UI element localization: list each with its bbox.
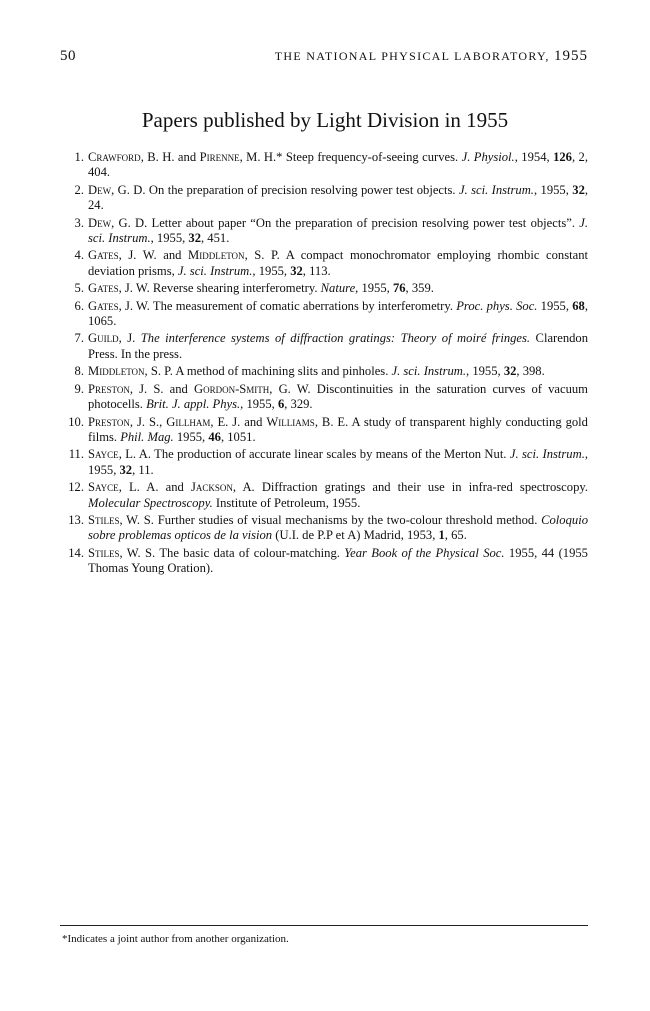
- reference-number: 5.: [74, 281, 84, 296]
- reference-fragment: , J. W. Reverse shearing interferometry.: [118, 281, 321, 296]
- reference-fragment: Year Book of the Physical Soc.: [344, 545, 505, 560]
- reference-fragment: 68: [572, 298, 585, 313]
- reference-fragment: , 11.: [132, 462, 154, 477]
- reference-fragment: , S. P. A method of machining slits and pinholes.: [144, 364, 392, 379]
- reference-item: [60, 299, 588, 330]
- running-head-year: 1955: [554, 48, 588, 64]
- reference-fragment: , J.: [118, 331, 141, 346]
- reference-item: [60, 216, 588, 247]
- reference-text: [88, 364, 545, 378]
- reference-fragment: Pirenne: [199, 150, 240, 164]
- reference-item: [60, 447, 588, 478]
- reference-number: 4.: [74, 248, 84, 263]
- reference-number: 11.: [68, 447, 84, 462]
- reference-fragment: Coloquio sobre problemas opticos de la vision: [88, 512, 588, 543]
- footnote: *Indicates a joint author from another organization.: [62, 933, 289, 945]
- reference-fragment: , 113.: [302, 263, 331, 278]
- reference-item: [60, 248, 588, 279]
- reference-fragment: , B. E. A study of transparent highly conducting gold films.: [88, 414, 588, 444]
- reference-item: [60, 183, 588, 214]
- reference-fragment: , 1955,: [150, 231, 189, 246]
- reference-fragment: Preston: [88, 414, 130, 429]
- reference-item: [60, 415, 588, 446]
- reference-fragment: , S. P. A compact monochromator employing rhombic constant deviation prisms,: [88, 248, 588, 278]
- reference-fragment: , 1955,: [252, 263, 291, 278]
- reference-fragment: Phil. Mag.: [120, 429, 174, 444]
- reference-item: [60, 281, 588, 296]
- reference-fragment: , L. A. and: [118, 480, 191, 495]
- reference-fragment: Jackson: [190, 480, 233, 495]
- reference-text: [88, 546, 588, 575]
- reference-fragment: Institute of Petroleum, 1955.: [212, 495, 361, 510]
- reference-fragment: 76: [392, 281, 406, 296]
- reference-fragment: Stiles: [88, 512, 120, 527]
- reference-fragment: J. sci. Instrum.: [177, 263, 253, 278]
- reference-fragment: 1955,: [537, 298, 573, 313]
- reference-fragment: 1: [438, 528, 445, 543]
- reference-text: [88, 447, 588, 476]
- reference-text: [88, 281, 434, 295]
- reference-text: [88, 248, 588, 277]
- reference-fragment: 126: [553, 150, 572, 164]
- reference-fragment: , G. W. Discontinuities in the saturation curves of vacuum photocells.: [88, 381, 588, 412]
- page-number: 50: [60, 48, 76, 64]
- reference-number: 1.: [74, 150, 84, 164]
- reference-fragment: J. sci. Instrum.: [391, 364, 467, 379]
- reference-fragment: (U.I. de P.P et A) Madrid, 1953,: [272, 528, 439, 543]
- reference-fragment: Nature,: [320, 281, 359, 296]
- reference-fragment: Stiles: [88, 545, 120, 560]
- reference-fragment: 1955,: [358, 281, 393, 296]
- reference-number: 3.: [74, 215, 84, 230]
- reference-fragment: Dew: [88, 215, 112, 230]
- reference-fragment: Sayce: [88, 447, 119, 462]
- running-head-text: THE NATIONAL PHYSICAL LABORATORY,: [274, 49, 550, 63]
- reference-fragment: Dew: [88, 182, 112, 197]
- reference-fragment: Crawford: [88, 150, 141, 164]
- reference-fragment: 32: [572, 182, 585, 197]
- reference-fragment: 32: [119, 462, 133, 477]
- reference-fragment: , 329.: [284, 397, 313, 412]
- reference-number: 7.: [74, 331, 84, 346]
- reference-fragment: , 359.: [405, 281, 434, 296]
- reference-fragment: 32: [188, 231, 201, 246]
- reference-fragment: J. sci. Instrum.: [509, 447, 585, 462]
- reference-item: [60, 546, 588, 577]
- reference-fragment: , 1955,: [88, 447, 588, 477]
- reference-fragment: , G. D. On the preparation of precision resolving power test objects.: [111, 182, 459, 197]
- reference-text: [88, 382, 588, 411]
- reference-item: [60, 382, 588, 413]
- reference-fragment: J. sci. Instrum.: [458, 182, 534, 197]
- reference-number: 9.: [74, 381, 84, 396]
- reference-fragment: , E. J. and: [210, 414, 267, 429]
- reference-fragment: , 1954,: [514, 150, 554, 164]
- reference-fragment: Gates: [88, 248, 119, 263]
- footnote-divider: [60, 925, 588, 926]
- reference-fragment: The interference systems of diffraction gratings: Theory of moiré fringes.: [140, 331, 531, 346]
- reference-fragment: 32: [290, 263, 303, 278]
- reference-text: [88, 415, 588, 444]
- reference-text: [88, 513, 588, 542]
- reference-number: 2.: [74, 182, 84, 197]
- reference-fragment: 1955,: [173, 429, 209, 444]
- reference-fragment: , B. H. and: [140, 150, 200, 164]
- reference-fragment: , 1955,: [240, 397, 278, 412]
- reference-fragment: , L. A. The production of accurate linear scales by means of the Merton Nut.: [118, 447, 510, 462]
- reference-fragment: Gates: [88, 281, 119, 296]
- reference-text: [88, 299, 588, 328]
- reference-fragment: 1955, 44 (1955 Thomas Young Oration).: [88, 545, 588, 576]
- reference-fragment: J. sci. Instrum.: [88, 215, 588, 246]
- reference-fragment: 6: [277, 397, 285, 412]
- reference-fragment: , W. S. The basic data of colour-matching.: [119, 545, 345, 560]
- page-title: Papers published by Light Division in 1955: [141, 108, 509, 132]
- reference-fragment: J. Physiol.: [461, 150, 515, 164]
- reference-item: [60, 364, 588, 379]
- reference-fragment: , A. Diffraction gratings and their use in infra-red spectroscopy.: [232, 480, 588, 495]
- reference-item: [60, 331, 588, 362]
- reference-fragment: , G. D. Letter about paper “On the preparation of precision resolving power test objects”.: [111, 215, 580, 230]
- reference-fragment: Gillham: [166, 414, 211, 429]
- reference-number: 6.: [74, 298, 84, 313]
- reference-fragment: Gates: [88, 298, 119, 313]
- reference-fragment: Guild: [88, 331, 119, 346]
- reference-fragment: , 65.: [444, 528, 467, 543]
- reference-number: 10.: [68, 414, 84, 429]
- running-head: [275, 48, 588, 65]
- reference-fragment: 32: [503, 364, 517, 379]
- reference-fragment: , J. W. and: [118, 248, 189, 263]
- reference-text: [88, 331, 588, 360]
- reference-number: 14.: [68, 545, 84, 560]
- reference-fragment: , J. S.,: [129, 414, 167, 429]
- reference-text: [88, 480, 588, 509]
- reference-fragment: , M. H.* Steep frequency-of-seeing curves.: [239, 150, 462, 164]
- reference-text: [88, 183, 588, 212]
- reference-item: [60, 513, 588, 544]
- reference-item: [60, 150, 588, 181]
- reference-fragment: Molecular Spectroscopy.: [88, 495, 213, 510]
- reference-item: [60, 480, 588, 511]
- reference-fragment: Sayce: [88, 480, 119, 495]
- reference-fragment: Brit. J. appl. Phys.: [146, 397, 241, 412]
- reference-fragment: , 2, 404.: [88, 150, 588, 180]
- reference-fragment: Preston: [88, 381, 130, 396]
- reference-fragment: , J. W. The measurement of comatic aberrations by interferometry.: [118, 298, 457, 313]
- reference-list: [60, 150, 588, 579]
- page-header: [60, 48, 588, 70]
- reference-fragment: Gordon-Smith: [193, 381, 270, 396]
- reference-text: [88, 216, 588, 245]
- reference-fragment: , 24.: [88, 182, 589, 213]
- reference-number: 12.: [68, 480, 84, 495]
- reference-fragment: , 1955,: [533, 182, 573, 197]
- reference-fragment: Williams: [266, 414, 315, 429]
- reference-fragment: Proc. phys. Soc.: [456, 298, 538, 313]
- reference-fragment: , W. S. Further studies of visual mechanisms by the two-colour threshold method.: [119, 512, 542, 527]
- reference-fragment: , 1065.: [88, 298, 588, 329]
- reference-fragment: , 1051.: [220, 429, 256, 444]
- reference-fragment: Middleton: [88, 364, 145, 379]
- reference-number: 8.: [74, 364, 84, 379]
- reference-fragment: 46: [208, 429, 221, 444]
- reference-text: [88, 150, 588, 179]
- reference-number: 13.: [68, 512, 84, 527]
- reference-fragment: , J. S. and: [129, 381, 194, 396]
- reference-fragment: Middleton: [188, 248, 245, 263]
- reference-fragment: , 398.: [516, 364, 545, 379]
- reference-fragment: Clarendon Press. In the press.: [88, 331, 589, 361]
- reference-fragment: , 451.: [201, 231, 230, 246]
- reference-fragment: , 1955,: [466, 364, 504, 379]
